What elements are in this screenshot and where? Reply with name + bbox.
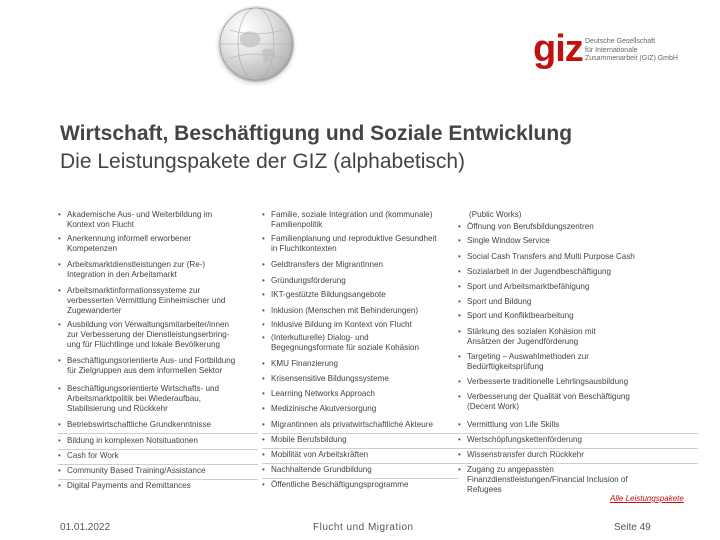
logo-line: Zusammenarbeit (GIZ) GmbH <box>585 55 678 62</box>
list-item <box>58 234 191 254</box>
list-item-text: • Familie, soziale Integration und (kommunale) <box>271 210 433 219</box>
list-item-text: • Arbeitsmarktinformationssysteme zur <box>67 286 201 295</box>
list-item <box>458 392 630 412</box>
list-item <box>262 210 433 230</box>
list-item-text: • Single Window Service <box>467 236 550 245</box>
divider <box>262 463 458 464</box>
list-item <box>262 333 419 353</box>
list-item-text: • Medizinische Akutversorgung <box>271 404 377 413</box>
list-item-text: • Vermittlung von Life Skills <box>467 420 560 429</box>
list-item-text: ung für Flüchtlinge und lokale Bevölkerung <box>67 340 220 349</box>
footer-page: Seite 49 <box>614 522 651 533</box>
divider <box>458 463 698 464</box>
list-item-text: Familienpolitik <box>271 220 323 229</box>
list-item <box>58 286 225 316</box>
list-item-text: • Sport und Arbeitsmarktbefähigung <box>467 282 590 291</box>
list-item <box>458 327 596 347</box>
list-item <box>458 252 635 262</box>
logo-text <box>585 38 715 64</box>
list-item-text: • Inklusive Bildung im Kontext von Flucht <box>271 320 412 329</box>
list-item-text: • Öffentliche Beschäftigungsprogramme <box>271 480 409 489</box>
list-item-text: Stabilisierung und Rückkehr <box>67 404 168 413</box>
list-item-text: • Sozialarbeit in der Jugendbeschäftigung <box>467 267 611 276</box>
list-item-text: • Akademische Aus- und Weiterbildung im <box>67 210 213 219</box>
divider <box>458 433 698 434</box>
list-item-text: • Targeting – Auswahlmethoden zur <box>467 352 589 361</box>
divider <box>58 464 258 465</box>
list-item <box>262 276 346 286</box>
list-item-text: in Fluchtkontexten <box>271 244 337 253</box>
list-item <box>58 356 235 376</box>
list-item <box>458 435 582 445</box>
list-item-text: • Learning Networks Approach <box>271 389 375 398</box>
list-item <box>262 234 437 254</box>
list-item <box>58 210 212 230</box>
list-item-text: • Stärkung des sozialen Kohäsion mit <box>467 327 596 336</box>
logo-line: Deutsche Gesellschaft <box>585 38 656 45</box>
list-item-text: • Cash for Work <box>67 451 119 460</box>
list-item <box>262 450 368 460</box>
list-item <box>58 384 219 414</box>
list-item-text: • Ausbildung von Verwaltungsmitarbeiter/innen <box>67 320 229 329</box>
list-item-text: • Wissenstransfer durch Rückkehr <box>467 450 584 459</box>
list-item <box>262 404 376 414</box>
list-item-text: • Verbesserung der Qualität von Beschäftigung <box>467 392 630 401</box>
list-item-text: • Beschäftigungsorientierte Wirtschafts- und <box>67 384 220 393</box>
list-item <box>262 290 386 300</box>
divider <box>262 478 458 479</box>
list-item-text: verbesserten Vermittlung Einheimischer und <box>67 296 226 305</box>
footer-date: 01.01.2022 <box>60 522 111 533</box>
list-item-text: Zugewanderter <box>67 306 122 315</box>
list-item-text: Kontext von Flucht <box>67 220 135 229</box>
globe-icon <box>218 6 294 82</box>
list-item <box>262 260 383 270</box>
column-right <box>458 210 698 500</box>
list-item <box>58 320 229 350</box>
list-item <box>458 236 550 246</box>
list-item-text: Integration in den Arbeitsmarkt <box>67 270 177 279</box>
list-item-text: • Betriebswirtschaftliche Grundkenntnisse <box>67 420 211 429</box>
list-item-text: Ansätzen der Jugendförderung <box>467 337 579 346</box>
list-item-text: Arbeitsmarktpolitik bei Wiederaufbau, <box>67 394 202 403</box>
divider <box>458 448 698 449</box>
list-item-text: (Decent Work) <box>467 402 520 411</box>
list-item-text: Bedürftigkeitsprüfung <box>467 362 544 371</box>
list-item-text: • Krisensensitive Bildungssysteme <box>271 374 389 383</box>
list-item <box>58 451 119 461</box>
list-item <box>458 352 589 372</box>
divider <box>262 448 458 449</box>
list-item-text: • Wertschöpfungskettenförderung <box>467 435 583 444</box>
footer-center: Flucht und Migration <box>313 522 414 533</box>
list-item-text: Begegnungsformate für soziale Kohäsion <box>271 343 420 352</box>
list-item <box>262 435 347 445</box>
logo-mark: giz <box>533 28 583 70</box>
list-item <box>458 377 628 387</box>
globe-emblem <box>218 6 294 82</box>
list-item <box>58 436 198 446</box>
list-item-text: • Beschäftigungsorientierte Aus- und Fortbildung <box>67 356 236 365</box>
list-item-text: • Gründungsförderung <box>271 276 346 285</box>
list-item-text: • Arbeitsmarktdienstleistungen zur (Re-) <box>67 260 206 269</box>
list-item-text: Finanzdienstleistungen/Financial Inclusion of <box>467 475 628 484</box>
list-item-text: • Bildung in komplexen Notsituationen <box>67 436 198 445</box>
list-item-text: • Zugang zu angepassten <box>467 465 554 474</box>
list-item <box>458 297 531 307</box>
column-middle <box>262 210 458 500</box>
list-item <box>458 420 559 430</box>
list-item-text: • Mobile Berufsbildung <box>271 435 347 444</box>
list-item <box>262 480 409 490</box>
list-item-text: für Zielgruppen aus dem informellen Sektor <box>67 366 223 375</box>
divider <box>58 479 258 480</box>
list-item <box>458 450 584 460</box>
list-item-text: zur Verbesserung der Dienstleistungserbring- <box>67 330 230 339</box>
list-item <box>262 320 412 330</box>
list-item-text: • KMU Finanzierung <box>271 359 339 368</box>
list-item-text: • Community Based Training/Assistance <box>67 466 206 475</box>
list-item-text: • Geldtransfers der MigrantInnen <box>271 260 384 269</box>
list-item <box>262 374 389 384</box>
list-item-text: • Öffnung von Berufsbildungszentren <box>467 222 594 231</box>
page-subtitle: Die Leistungspakete der GIZ (alphabetisch) <box>60 150 466 173</box>
page-title: Wirtschaft, Beschäftigung und Soziale Entwicklung <box>60 122 573 145</box>
list-item-text: • Migrantinnen als privatwirtschaftliche Akteure <box>271 420 433 429</box>
all-packages-link[interactable]: Alle Leistungspakete <box>610 494 684 503</box>
divider <box>58 449 258 450</box>
list-item <box>458 222 594 232</box>
list-item-text: • Nachhaltende Grundbildung <box>271 465 372 474</box>
list-item-text: Refugees <box>467 485 502 494</box>
list-item-text: • IKT-gestützte Bildungsangebote <box>271 290 386 299</box>
list-item-text: • Digital Payments and Remittances <box>67 481 191 490</box>
list-item-text: • Sport und Konfliktbearbeitung <box>467 311 574 320</box>
list-item-text: • Sport und Bildung <box>467 297 532 306</box>
list-item <box>262 420 433 430</box>
divider <box>262 433 458 434</box>
list-item <box>458 465 628 495</box>
list-item-text: • Mobilität von Arbeitskräften <box>271 450 369 459</box>
list-item <box>262 306 418 316</box>
logo-line: für Internationale <box>585 46 638 54</box>
list-item <box>58 481 191 491</box>
list-item-text: • (Interkulturelle) Dialog- und <box>271 333 369 342</box>
list-item <box>458 267 611 277</box>
continuation-text: (Public Works) <box>469 210 522 219</box>
list-item-text: • Social Cash Transfers and Multi Purpose Cash <box>467 252 635 261</box>
list-item-text: • Verbesserte traditionelle Lehrlingsausbildung <box>467 377 629 386</box>
list-item <box>262 465 372 475</box>
list-item-text: Kompetenzen <box>67 244 117 253</box>
list-item <box>58 466 206 476</box>
list-item <box>58 260 205 280</box>
list-item-text: • Anerkennung informell erworbener <box>67 234 192 243</box>
list-item <box>262 359 338 369</box>
list-item-text: • Inklusion (Menschen mit Behinderungen) <box>271 306 419 315</box>
divider <box>58 433 258 434</box>
list-item <box>458 282 589 292</box>
list-item <box>262 389 375 399</box>
column-left <box>58 210 258 500</box>
list-item <box>458 311 574 321</box>
list-item <box>58 420 211 430</box>
list-item-text: • Familienplanung und reproduktive Gesundheit <box>271 234 437 243</box>
